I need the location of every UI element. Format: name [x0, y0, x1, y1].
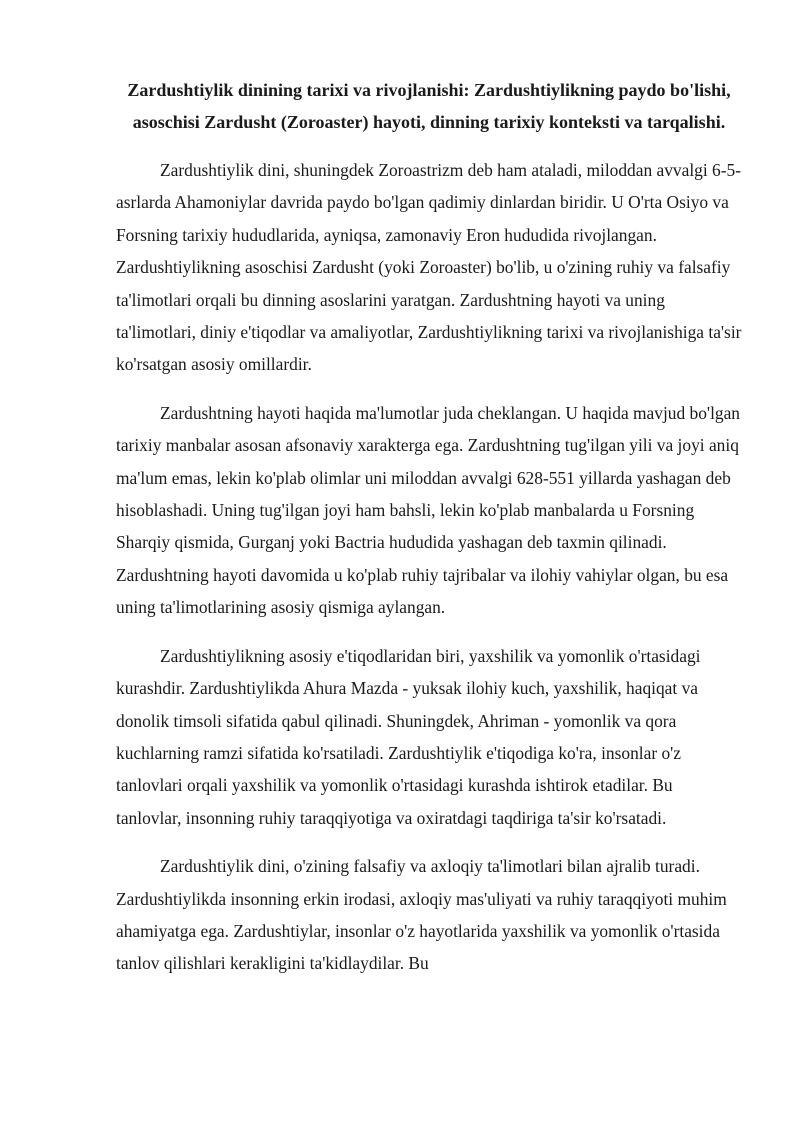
paragraph-4: Zardushtiylik dini, o'zining falsafiy va axloqiy ta'limotlari bilan ajralib turadi. Zardushtiylikda insonning erkin irodasi, axloqiy mas'uliyati va ruhiy taraqqiyoti muhim ahamiyatga ega. Zardushtiylar, insonlar o'z hayotlarida yaxshilik va yomonlik o'rtasida tanlov qilishlari kerakligini ta'kidlaydilar. Bu	[116, 856, 727, 974]
paragraph-2: Zardushtning hayoti haqida ma'lumotlar juda cheklangan. U haqida mavjud bo'lgan tarixiy manbalar asosan afsonaviy xarakterga ega. Zardushtning tug'ilgan yili va joyi aniq ma'lum emas, lekin ko'plab olimlar uni miloddan avvalgi 628-551 yillarda yashagan deb hisoblashadi. Uning tug'ilgan joyi ham bahsli, lekin ko'plab manbalarda u Forsning Sharqiy qismida, Gurganj yoki Bactria hududida yashagan deb taxmin qilinadi. Zardushtning hayoti davomida u ko'plab ruhiy tajribalar va ilohiy vahiylar olgan, bu esa uning ta'limotlarining asosiy qismiga aylangan.	[116, 402, 741, 618]
document-title: Zardushtiylik dinining tarixi va rivojlanishi: Zardushtiylikning paydo bo'lishi, asoschisi Zardusht (Zoroaster) hayoti, dinning tarixiy konteksti va tarqalishi.	[127, 80, 731, 132]
paragraph-1: Zardushtiylik dini, shuningdek Zoroastrizm deb ham ataladi, miloddan avvalgi 6-5-asrlarda Ahamoniylar davrida paydo bo'lgan qadimiy dinlardan biridir. U O'rta Osiyo va Forsning tarixiy hududlarida, ayniqsa, zamonaviy Eron hududida rivojlangan. Zardushtiylikning asoschisi Zardusht (yoki Zoroaster) bo'lib, u o'zining ruhiy va falsafiy ta'limotlari orqali bu dinning asoslarini yaratgan. Zardushtning hayoti va uning ta'limotlari, diniy e'tiqodlar va amaliyotlar, Zardushtiylikning tarixi va rivojlanishiga ta'sir ko'rsatgan asosiy omillardir.	[116, 160, 742, 375]
document-page	[116, 74, 742, 996]
paragraph-3: Zardushtiylikning asosiy e'tiqodlaridan biri, yaxshilik va yomonlik o'rtasidagi kurashdir. Zardushtiylikda Ahura Mazda - yuksak ilohiy kuch, yaxshilik, haqiqat va donolik timsoli sifatida qabul qilinadi. Shuningdek, Ahriman - yomonlik va qora kuchlarning ramzi sifatida ko'rsatiladi. Zardushtiylik e'tiqodiga ko'ra, insonlar o'z tanlovlari orqali yaxshilik va yomonlik o'rtasidagi kurashda ishtirok etadilar. Bu tanlovlar, insonning ruhiy taraqqiyotiga va oxiratdagi taqdiriga ta'sir ko'rsatadi.	[116, 645, 701, 828]
